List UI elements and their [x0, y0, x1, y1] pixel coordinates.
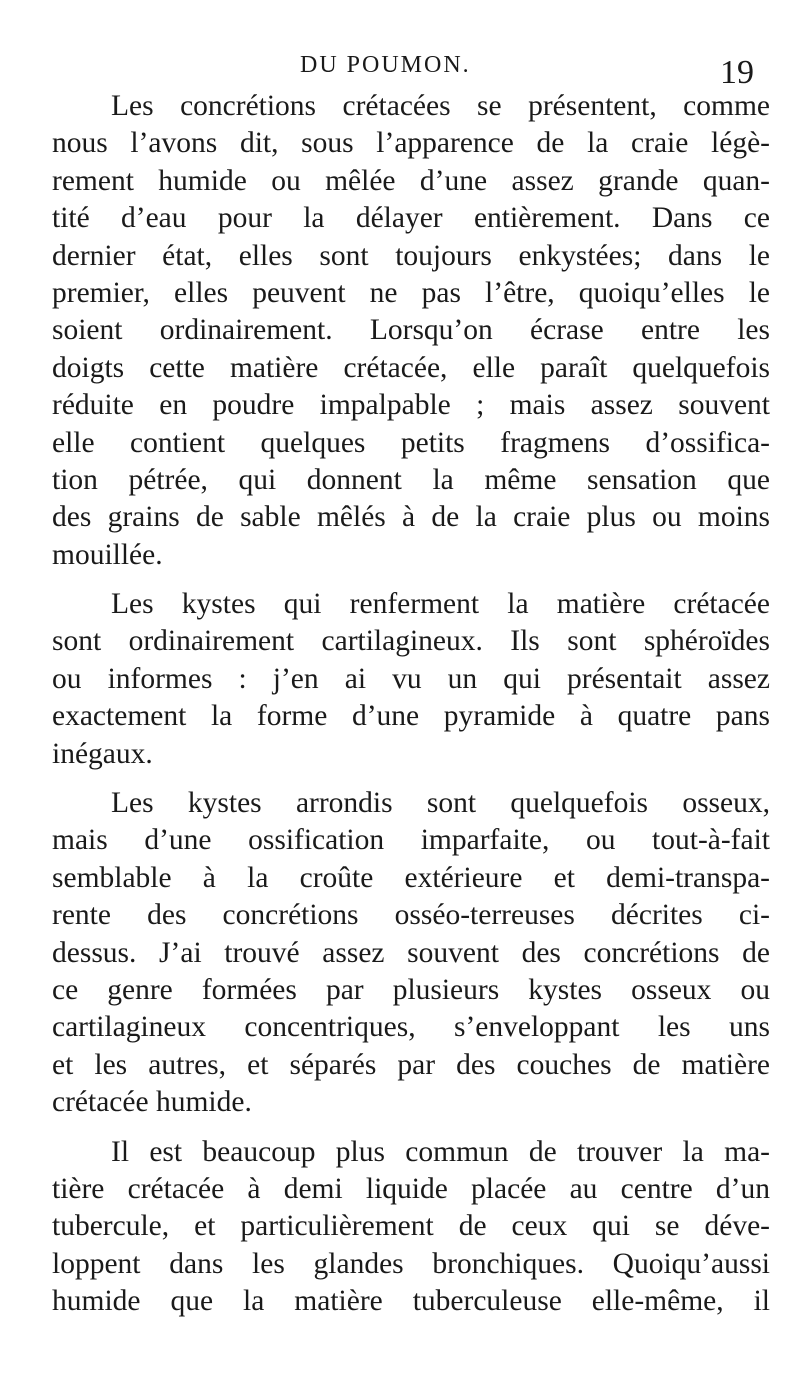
text-line: dessus. J’ai trouvé assez souvent des concrétions de	[52, 936, 770, 969]
running-title: DU POUMON.	[300, 52, 471, 78]
text-line: doigts cette matière crétacée, elle paraît quelquefois	[52, 351, 770, 384]
text-line: exactement la forme d’une pyramide à quatre pans	[52, 700, 770, 733]
text-line: des grains de sable mêlés à de la craie plus ou moins	[52, 501, 770, 534]
body-text	[52, 88, 770, 1321]
text-line: elle contient quelques petits fragmens d’ossifica-	[52, 426, 770, 459]
text-line: tité d’eau pour la délayer entièrement. Dans ce	[52, 202, 770, 235]
text-line: et les autres, et séparés par des couches de matière	[52, 1048, 770, 1081]
text-line: réduite en poudre impalpable ; mais assez souvent	[52, 389, 770, 422]
text-line: nous l’avons dit, sous l’apparence de la craie légè-	[52, 127, 770, 160]
text-line: premier, elles peuvent ne pas l’être, quoiqu’elles le	[52, 276, 770, 309]
text-line: ou informes : j’en ai vu un qui présentait assez	[52, 662, 770, 695]
text-line: humide que la matière tuberculeuse elle-même, il	[52, 1285, 770, 1318]
text-line: tion pétrée, qui donnent la même sensation que	[52, 463, 770, 496]
text-line: cartilagineux concentriques, s’enveloppant les uns	[52, 1011, 770, 1044]
text-line: rement humide ou mêlée d’une assez grande quan-	[52, 164, 770, 197]
text-line: Les kystes arrondis sont quelquefois osseux,	[111, 787, 770, 820]
text-line: soient ordinairement. Lorsqu’on écrase entre les	[52, 314, 770, 347]
text-line: crétacée humide.	[52, 1086, 252, 1119]
text-line: sont ordinairement cartilagineux. Ils sont sphéroïdes	[52, 625, 770, 658]
text-line: inégaux.	[52, 737, 153, 770]
paragraph-2	[52, 586, 770, 773]
text-line: semblable à la croûte extérieure et demi-transpa-	[52, 861, 770, 894]
text-line: mais d’une ossification imparfaite, ou tout-à-fait	[52, 824, 770, 857]
paragraph-1	[52, 88, 770, 574]
text-line: Les kystes qui renferment la matière crétacée	[111, 588, 770, 621]
text-line: mouillée.	[52, 538, 163, 571]
text-line: tubercule, et particulièrement de ceux qui se déve-	[52, 1210, 770, 1243]
paragraph-3	[52, 785, 770, 1122]
text-line: rente des concrétions osséo-terreuses décrites ci-	[52, 899, 770, 932]
text-line: loppent dans les glandes bronchiques. Quoiqu’aussi	[52, 1247, 770, 1280]
text-line: tière crétacée à demi liquide placée au centre d’un	[52, 1172, 770, 1205]
text-line: dernier état, elles sont toujours enkystées; dans le	[52, 239, 770, 272]
text-line: Il est beaucoup plus commun de trouver la ma-	[111, 1135, 770, 1168]
text-line: ce genre formées par plusieurs kystes osseux ou	[52, 973, 770, 1006]
page-number: 19	[720, 54, 754, 91]
paragraph-4	[52, 1134, 770, 1321]
running-head	[0, 52, 800, 92]
text-line: Les concrétions crétacées se présentent, comme	[111, 90, 770, 122]
